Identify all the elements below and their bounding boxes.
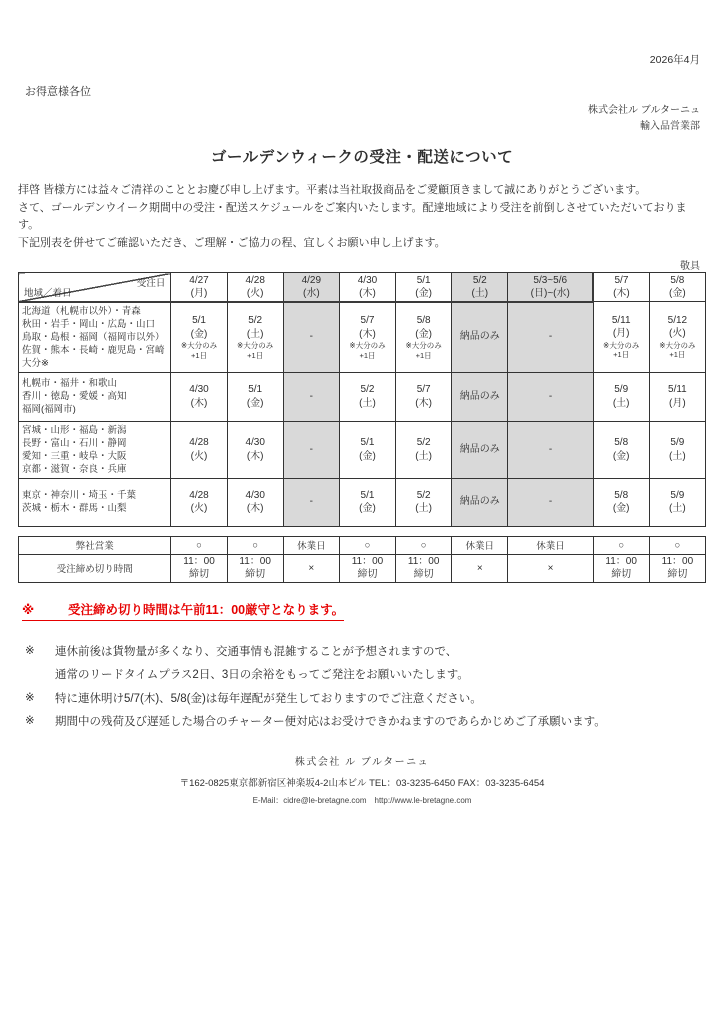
- warning-body: 受注締め切り時間は午前11：00厳守となります。: [68, 602, 345, 617]
- delivery-line: -: [548, 443, 553, 455]
- corner-order-date-label: 受注日: [136, 278, 166, 289]
- delivery-line: 5/11: [611, 314, 631, 326]
- deadline-line: ×: [476, 562, 483, 574]
- footer-company: 株式会社 ル ブルターニュ: [294, 757, 430, 768]
- delivery-line: ※大分のみ: [180, 341, 218, 350]
- delivery-cell: [452, 421, 508, 478]
- order-date-column-header: [593, 273, 649, 302]
- delivery-line: (金): [246, 397, 264, 409]
- deadline-line: 11：00: [605, 556, 637, 567]
- business-status-cell: ○: [171, 536, 227, 554]
- delivery-line: (金): [359, 503, 376, 514]
- delivery-cell: [452, 478, 508, 526]
- column-weekday: (水): [302, 287, 320, 299]
- business-status-cell: 休業日: [452, 536, 508, 554]
- delivery-line: (土): [669, 503, 686, 514]
- sender-department: 輸入品営業部: [640, 121, 700, 132]
- order-date-column-header: [339, 273, 395, 302]
- column-weekday: (土): [471, 287, 489, 299]
- note-text: 期間中の残荷及び遅延した場合のチャーター便対応はお受けできかねますのであらかじめご了承願います。: [55, 716, 606, 728]
- note-text: 通常のリードタイムプラス2日、3日の余裕をもってご発注をお願いいたします。: [55, 669, 469, 681]
- delivery-line: (金): [359, 450, 376, 462]
- delivery-line: 5/8: [614, 437, 629, 448]
- business-status-cell: ○: [227, 536, 283, 554]
- delivery-line: 5/2: [416, 437, 431, 448]
- deadline-line: 11：00: [183, 556, 215, 567]
- delivery-line: (木): [190, 397, 208, 409]
- business-status-cell: ○: [593, 536, 649, 554]
- deadline-line: 締切: [189, 569, 210, 580]
- business-status-cell: ○: [396, 536, 452, 554]
- delivery-line: 5/7: [416, 384, 431, 395]
- delivery-line: (火): [190, 503, 208, 514]
- footer-address: 〒162-0825東京都新宿区神楽坂4-2山本ビル TEL：03-3235-6450 FAX：03-3235-6454: [179, 778, 545, 789]
- delivery-line: 5/9: [670, 489, 685, 501]
- region-line: 福岡(福岡市): [22, 404, 76, 415]
- delivery-line: (土): [415, 503, 432, 514]
- delivery-line: 5/9: [614, 384, 629, 395]
- delivery-line: (土): [246, 328, 264, 340]
- order-deadline-row: [19, 554, 706, 582]
- delivery-cell: [649, 478, 705, 526]
- delivery-line: 5/1: [192, 315, 206, 326]
- delivery-line: +1日: [359, 350, 376, 360]
- note-marker: ※: [25, 715, 35, 727]
- delivery-line: -: [548, 331, 553, 343]
- delivery-line: (土): [415, 450, 432, 462]
- deadline-cell: [649, 554, 705, 582]
- schedule-table-body: [19, 302, 706, 527]
- column-date: 4/29: [301, 274, 322, 286]
- schedule-header-row: [19, 273, 706, 302]
- delivery-line: 5/1: [248, 384, 263, 395]
- delivery-line: ※大分のみ: [349, 341, 386, 350]
- note-text: 特に連休明け5/7(木)、5/8(金)は毎年遅配が発生しておりますのでご注意ください。: [55, 692, 482, 705]
- order-deadline-label: 受注締め切り時間: [19, 554, 171, 582]
- column-weekday: (木): [613, 288, 630, 299]
- business-status-cell: ○: [649, 536, 705, 554]
- delivery-cell: [593, 372, 649, 421]
- delivery-line: -: [309, 390, 313, 402]
- delivery-line: -: [548, 390, 553, 402]
- column-weekday: (日)~(水): [530, 287, 570, 299]
- delivery-line: (土): [612, 397, 630, 409]
- page-title: ゴールデンウィークの受注・配送について: [210, 149, 514, 166]
- note-marker: ※: [25, 691, 35, 704]
- region-line: 長野・富山・石川・静岡: [22, 437, 127, 449]
- order-date-column-header: [171, 273, 227, 302]
- delivery-cell: [508, 478, 593, 526]
- delivery-cell: [649, 372, 705, 421]
- delivery-cell: [508, 372, 593, 421]
- delivery-cell: [593, 478, 649, 526]
- order-date-column-header: [283, 273, 339, 302]
- delivery-line: (火): [190, 450, 208, 462]
- delivery-line: -: [309, 331, 313, 343]
- business-open-row: [19, 536, 706, 554]
- column-date: 4/28: [245, 274, 265, 286]
- delivery-line: (木): [246, 450, 264, 462]
- delivery-cell: [283, 302, 339, 373]
- delivery-cell: [396, 421, 452, 478]
- delivery-line: 4/30: [245, 437, 265, 448]
- region-line: 東京・神奈川・埼玉・千葉: [22, 490, 137, 501]
- deadline-cell: [396, 554, 452, 582]
- delivery-line: 納品のみ: [459, 443, 500, 455]
- region-cell: [19, 302, 171, 373]
- body-paragraph: [18, 182, 706, 252]
- delivery-line: (金): [190, 328, 208, 340]
- corner-cell: [19, 273, 171, 302]
- delivery-line: +1日: [669, 350, 686, 360]
- schedule-row: [19, 372, 706, 421]
- region-cell: [19, 421, 171, 478]
- closing-word: 敬具: [680, 261, 700, 272]
- business-hours-table: [18, 536, 706, 583]
- region-cell: [19, 372, 171, 421]
- deadline-line: 締切: [667, 569, 688, 580]
- region-line: 愛知・三重・岐阜・大阪: [22, 450, 127, 462]
- deadline-warning: [22, 600, 724, 621]
- body-line: さて、ゴールデンウイーク期間中の受注・配送スケジュールをご案内いたします。配達地域により受注を前倒しさせていただいております。: [18, 201, 687, 231]
- delivery-line: +1日: [415, 350, 432, 360]
- delivery-line: 5/1: [360, 489, 375, 501]
- delivery-line: (土): [359, 397, 376, 409]
- delivery-cell: [171, 421, 227, 478]
- delivery-line: -: [548, 496, 553, 508]
- footer: [0, 753, 724, 806]
- delivery-cell: [227, 302, 283, 373]
- deadline-line: ×: [547, 562, 554, 574]
- delivery-cell: [283, 421, 339, 478]
- delivery-cell: [452, 372, 508, 421]
- deadline-line: 11：00: [407, 556, 440, 567]
- delivery-line: 5/11: [668, 384, 687, 395]
- business-open-label: 弊社営業: [19, 536, 171, 554]
- order-date-column-header: [396, 273, 452, 302]
- deadline-cell: [283, 554, 339, 582]
- delivery-line: -: [309, 496, 313, 508]
- deadline-line: 締切: [413, 569, 434, 580]
- schedule-table: [18, 272, 706, 527]
- column-date: 5/3~5/6: [533, 274, 568, 286]
- schedule-row: [19, 302, 706, 373]
- delivery-line: 納品のみ: [459, 331, 500, 343]
- delivery-cell: [339, 372, 395, 421]
- order-date-column-header: [508, 273, 593, 302]
- note-text: 連休前後は貨物量が多くなり、交通事情も混雑することが予想されますので、: [55, 645, 458, 658]
- deadline-cell: [508, 554, 593, 582]
- delivery-line: 4/28: [189, 437, 209, 448]
- region-line: 茨城・栃木・群馬・山梨: [22, 503, 127, 514]
- region-line: 鳥取・島根・福岡（福岡市以外）: [22, 331, 165, 343]
- document-date: 2026年4月: [649, 54, 700, 66]
- delivery-line: (土): [669, 450, 686, 462]
- delivery-line: 5/7: [360, 315, 375, 326]
- order-date-column-header: [649, 273, 705, 302]
- delivery-line: (月): [669, 397, 686, 409]
- delivery-cell: [593, 421, 649, 478]
- delivery-line: (木): [246, 503, 264, 514]
- deadline-line: 11：00: [661, 556, 694, 567]
- region-line: 札幌市・福井・和歌山: [22, 378, 118, 389]
- note-item: [0, 690, 724, 706]
- delivery-line: ※大分のみ: [659, 340, 696, 350]
- column-weekday: (月): [190, 287, 208, 299]
- deadline-warning-text: [22, 600, 344, 621]
- column-weekday: (木): [359, 287, 376, 299]
- deadline-line: 11：00: [351, 556, 384, 567]
- delivery-cell: [593, 302, 649, 373]
- warning-marker: ※: [22, 602, 35, 617]
- delivery-line: 5/8: [614, 489, 629, 501]
- column-date: 4/27: [189, 274, 209, 286]
- business-status-cell: ○: [339, 536, 395, 554]
- delivery-line: ※大分のみ: [405, 341, 442, 350]
- column-date: 5/7: [614, 275, 629, 286]
- delivery-line: (木): [415, 397, 432, 409]
- note-marker: ※: [25, 644, 35, 657]
- delivery-cell: [508, 302, 593, 373]
- deadline-line: 締切: [611, 569, 632, 580]
- deadline-line: 締切: [245, 569, 266, 580]
- delivery-cell: [396, 302, 452, 373]
- notes-list: [0, 643, 724, 730]
- delivery-cell: [396, 372, 452, 421]
- footer-contact: E-Mail：cidre@le-bretagne.com http://www.le-bretagne.com: [252, 796, 472, 805]
- delivery-line: ※大分のみ: [237, 341, 274, 350]
- sender-block: [0, 103, 700, 135]
- delivery-line: 5/2: [248, 315, 263, 326]
- delivery-line: 4/30: [245, 489, 265, 501]
- schedule-row: [19, 421, 706, 478]
- delivery-cell: [339, 302, 395, 373]
- delivery-cell: [283, 478, 339, 526]
- column-date: 5/1: [416, 274, 431, 286]
- deadline-line: 11：00: [239, 556, 271, 567]
- delivery-line: +1日: [247, 350, 264, 360]
- delivery-line: -: [309, 443, 313, 455]
- delivery-cell: [283, 372, 339, 421]
- delivery-line: (金): [415, 328, 432, 340]
- order-date-column-header: [452, 273, 508, 302]
- region-line: 京都・滋賀・奈良・兵庫: [22, 463, 127, 475]
- order-date-column-header: [227, 273, 283, 302]
- delivery-line: (木): [359, 328, 376, 340]
- delivery-line: (月): [612, 328, 630, 340]
- delivery-line: (火): [669, 328, 686, 340]
- delivery-line: (金): [612, 450, 630, 462]
- corner-region-arrival-label: 地域／着日: [24, 287, 72, 299]
- business-status-cell: 休業日: [508, 536, 593, 554]
- delivery-cell: [649, 302, 705, 373]
- column-weekday: (火): [246, 287, 264, 299]
- delivery-cell: [171, 302, 227, 373]
- delivery-line: 5/2: [416, 489, 431, 501]
- delivery-line: 5/1: [360, 437, 375, 448]
- deadline-line: ×: [308, 562, 315, 574]
- delivery-line: 4/30: [189, 384, 209, 395]
- deadline-line: 締切: [357, 569, 378, 580]
- region-line: 大分※: [22, 357, 49, 369]
- region-line: 宮城・山形・福島・新潟: [22, 424, 127, 436]
- column-weekday: (金): [669, 288, 686, 299]
- region-line: 佐賀・熊本・長崎・鹿児島・宮崎: [22, 344, 165, 356]
- body-line: 下記別表を併せてご確認いただき、ご理解・ご協力の程、宜しくお願い申し上げます。: [18, 236, 446, 249]
- delivery-line: +1日: [613, 350, 630, 360]
- salutation: お得意様各位: [25, 86, 91, 98]
- delivery-line: ※大分のみ: [603, 340, 640, 350]
- delivery-cell: [508, 421, 593, 478]
- delivery-line: 5/8: [416, 315, 431, 326]
- delivery-cell: [339, 421, 395, 478]
- note-item: [0, 666, 724, 682]
- note-marker: [25, 666, 55, 682]
- delivery-cell: [227, 421, 283, 478]
- delivery-line: 納品のみ: [459, 390, 500, 402]
- business-status-cell: 休業日: [283, 536, 339, 554]
- deadline-cell: [452, 554, 508, 582]
- delivery-cell: [227, 372, 283, 421]
- delivery-line: 5/9: [670, 437, 685, 448]
- delivery-line: 5/12: [667, 314, 688, 326]
- delivery-cell: [227, 478, 283, 526]
- delivery-line: 4/28: [189, 489, 209, 501]
- column-date: 4/30: [357, 274, 378, 286]
- sender-company: 株式会社ル ブルターニュ: [588, 105, 700, 116]
- delivery-cell: [452, 302, 508, 373]
- schedule-row: [19, 478, 706, 526]
- column-weekday: (金): [415, 287, 432, 299]
- region-line: 秋田・岩手・岡山・広島・山口: [22, 318, 156, 330]
- delivery-cell: [339, 478, 395, 526]
- delivery-cell: [396, 478, 452, 526]
- body-line: 拝啓 皆様方には益々ご清祥のこととお慶び申し上げます。平素は当社取扱商品をご愛顧頂きまして誠にありがとうございます。: [18, 184, 647, 196]
- note-item: [0, 643, 724, 659]
- delivery-cell: [171, 478, 227, 526]
- region-line: 香川・徳島・愛媛・高知: [22, 391, 127, 402]
- deadline-cell: [227, 554, 283, 582]
- deadline-cell: [593, 554, 649, 582]
- delivery-cell: [649, 421, 705, 478]
- delivery-line: +1日: [190, 350, 208, 360]
- column-date: 5/2: [472, 274, 487, 286]
- delivery-line: 納品のみ: [459, 496, 500, 508]
- delivery-line: (金): [612, 503, 630, 514]
- delivery-cell: [171, 372, 227, 421]
- delivery-line: 5/2: [360, 384, 375, 395]
- note-item: [0, 713, 724, 729]
- column-date: 5/8: [670, 275, 685, 286]
- region-line: 北海道（札幌市以外）・青森: [22, 305, 141, 317]
- region-cell: [19, 478, 171, 526]
- deadline-cell: [339, 554, 395, 582]
- deadline-cell: [171, 554, 227, 582]
